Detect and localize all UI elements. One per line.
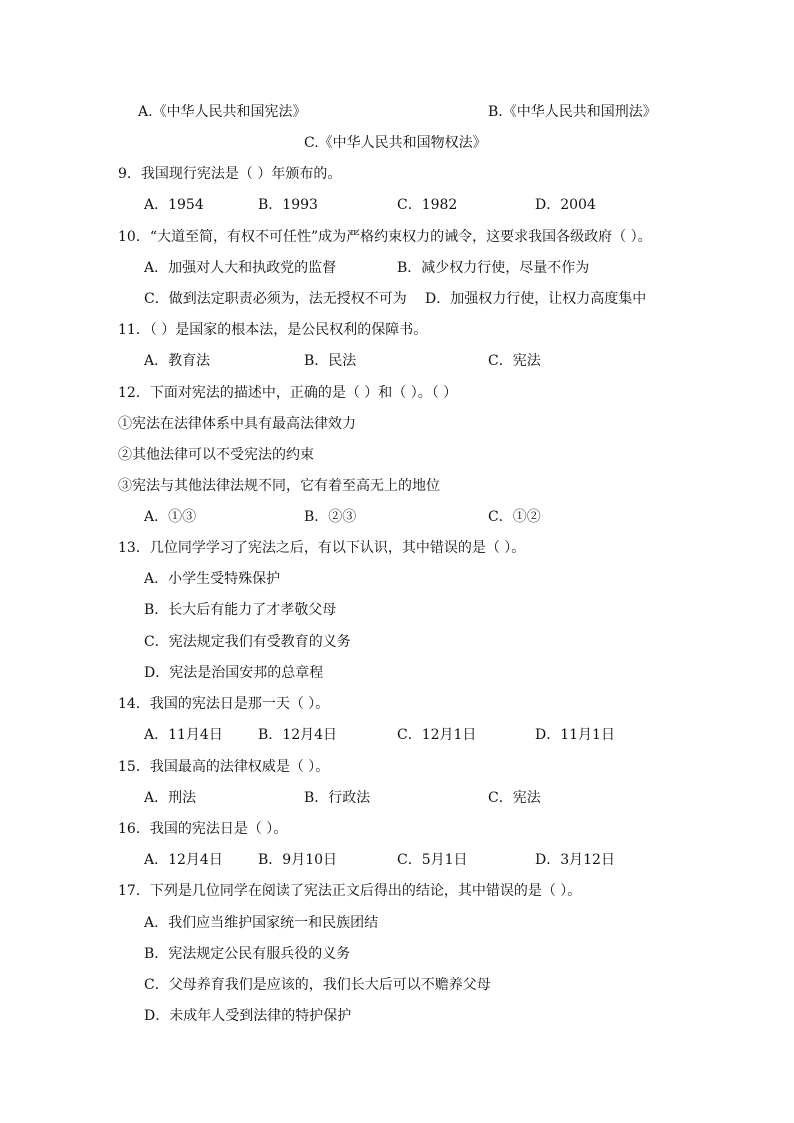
question-11-options — [0, 350, 794, 372]
q10-option-b: B．减少权力行使，尽量不作为 — [397, 260, 590, 276]
question-15-stem: 15．我国最高的法律权威是（ ）。 — [118, 759, 330, 775]
question-12-stem: 12．下面对宪法的描述中，正确的是（ ）和（ ）。（ ） — [118, 385, 458, 401]
q17-option-b: B．宪法规定公民有服兵役的义务 — [144, 946, 351, 962]
q12-statement-3: ③宪法与其他法律法规不同，它有着至高无上的地位 — [118, 478, 440, 494]
q9-option-c: C．1982 — [397, 197, 458, 213]
q11-option-c: C．宪法 — [488, 353, 541, 369]
q11-option-a: A．教育法 — [144, 353, 211, 369]
question-10-options-row1 — [0, 257, 794, 279]
q17-option-d: D．未成年人受到法律的特护保护 — [144, 1008, 352, 1024]
q9-option-b: B．1993 — [258, 197, 318, 213]
q12-option-a: A．①③ — [144, 509, 197, 525]
q12-statement-1: ①宪法在法律体系中具有最高法律效力 — [118, 416, 356, 432]
q12-statement-2: ②其他法律可以不受宪法的约束 — [118, 447, 314, 463]
question-9-options — [0, 194, 794, 216]
q12-option-c: C．①② — [488, 509, 541, 525]
q10-option-d: D．加强权力行使，让权力高度集中 — [425, 291, 647, 307]
q16-option-b: B．9月10日 — [258, 852, 338, 868]
question-16-stem: 16．我国的宪法日是（ ）。 — [118, 821, 288, 837]
question-16-options — [0, 849, 794, 871]
q11-option-b: B．民法 — [304, 353, 357, 369]
question-13-stem: 13．几位同学学习了宪法之后，有以下认识，其中错误的是（ ）。 — [118, 540, 526, 556]
q9-option-a: A．1954 — [144, 197, 204, 213]
q12-option-b: B．②③ — [304, 509, 357, 525]
question-12-options — [0, 506, 794, 528]
q16-option-a: A．12月4日 — [144, 852, 223, 868]
question-10-stem: 10．“大道至简，有权不可任性”成为严格约束权力的诫令，这要求我国各级政府（ ）。 — [118, 229, 652, 245]
q14-option-c: C．12月1日 — [397, 727, 477, 743]
q17-option-a: A．我们应当维护国家统一和民族团结 — [144, 915, 379, 931]
q13-option-a: A．小学生受特殊保护 — [144, 571, 281, 587]
q8-option-a: A.《中华人民共和国宪法》 — [138, 104, 307, 120]
q14-option-a: A．11月4日 — [144, 727, 223, 743]
q8-option-c: C.《中华人民共和国物权法》 — [304, 135, 487, 151]
q14-option-d: D．11月1日 — [535, 727, 615, 743]
question-14-options — [0, 724, 794, 746]
q10-option-a: A．加强对人大和执政党的监督 — [144, 260, 337, 276]
q13-option-b: B．长大后有能力了才孝敬父母 — [144, 602, 337, 618]
question-8-options — [0, 101, 794, 123]
q14-option-b: B．12月4日 — [258, 727, 338, 743]
question-17-stem: 17．下列是几位同学在阅读了宪法正文后得出的结论，其中错误的是（ ）。 — [118, 883, 582, 899]
question-9-stem: 9．我国现行宪法是（ ）年颁布的。 — [118, 166, 342, 182]
question-11-stem: 11．（ ）是国家的根本法，是公民权利的保障书。 — [118, 322, 428, 338]
question-15-options — [0, 787, 794, 809]
question-14-stem: 14．我国的宪法日是那一天（ ）。 — [118, 696, 330, 712]
q13-option-d: D．宪法是治国安邦的总章程 — [144, 665, 324, 681]
q10-option-c: C．做到法定职责必须为，法无授权不可为 — [144, 291, 407, 307]
q9-option-d: D．2004 — [535, 197, 596, 213]
q16-option-c: C．5月1日 — [397, 852, 468, 868]
q15-option-a: A．刑法 — [144, 790, 197, 806]
q8-option-b: B.《中华人民共和国刑法》 — [488, 104, 657, 120]
q15-option-b: B．行政法 — [304, 790, 371, 806]
q17-option-c: C．父母养育我们是应该的，我们长大后可以不赡养父母 — [144, 977, 491, 993]
q15-option-c: C．宪法 — [488, 790, 541, 806]
q16-option-d: D．3月12日 — [535, 852, 615, 868]
q13-option-c: C．宪法规定我们有受教育的义务 — [144, 634, 351, 650]
question-10-options-row2 — [0, 288, 794, 310]
